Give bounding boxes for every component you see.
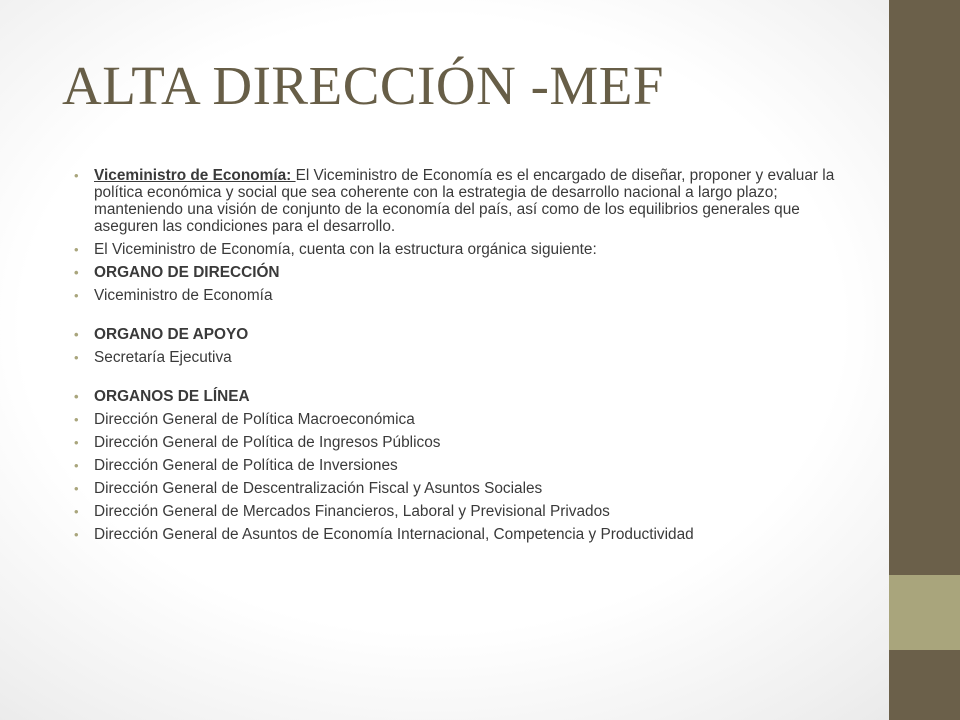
list-item: • Dirección General de Política de Inversiones [74,457,854,474]
heading-organos-linea: • ORGANOS DE LÍNEA [74,388,854,405]
side-bar-bottom [889,650,960,720]
heading-organo-direccion: • ORGANO DE DIRECCIÓN [74,264,854,281]
heading-organo-apoyo: • ORGANO DE APOYO [74,326,854,343]
bullet-structure: • El Viceministro de Economía, cuenta con la estructura orgánica siguiente: [74,241,854,258]
bullet-intro [74,167,854,235]
list-item: • Secretaría Ejecutiva [74,349,854,366]
slide-title: ALTA DIRECCIÓN -MEF [62,55,664,116]
side-bar-top [889,0,960,575]
list-item: • Dirección General de Descentralización Fiscal y Asuntos Sociales [74,480,854,497]
intro-lead: Viceministro de Economía: [94,167,296,184]
list-item: • Dirección General de Mercados Financieros, Laboral y Previsional Privados [74,503,854,520]
list-item: • Viceministro de Economía [74,287,854,304]
list-item: • Dirección General de Política de Ingresos Públicos [74,434,854,451]
intro-text: El Viceministro de Economía es el encargado de diseñar, proponer y evaluar la política económica y social que sea coherente con la estrategia de desarrollo nacional a largo plazo; manteniendo una visión de conjunto de la economía del país, así como de los equilibrios generales que aseguren las condiciones para el desarrollo. [94,167,835,235]
list-item: • Dirección General de Política Macroeconómica [74,411,854,428]
side-bar-accent [889,575,960,650]
list-item: • Dirección General de Asuntos de Economía Internacional, Competencia y Productividad [74,526,854,543]
bullet-list [74,167,854,549]
